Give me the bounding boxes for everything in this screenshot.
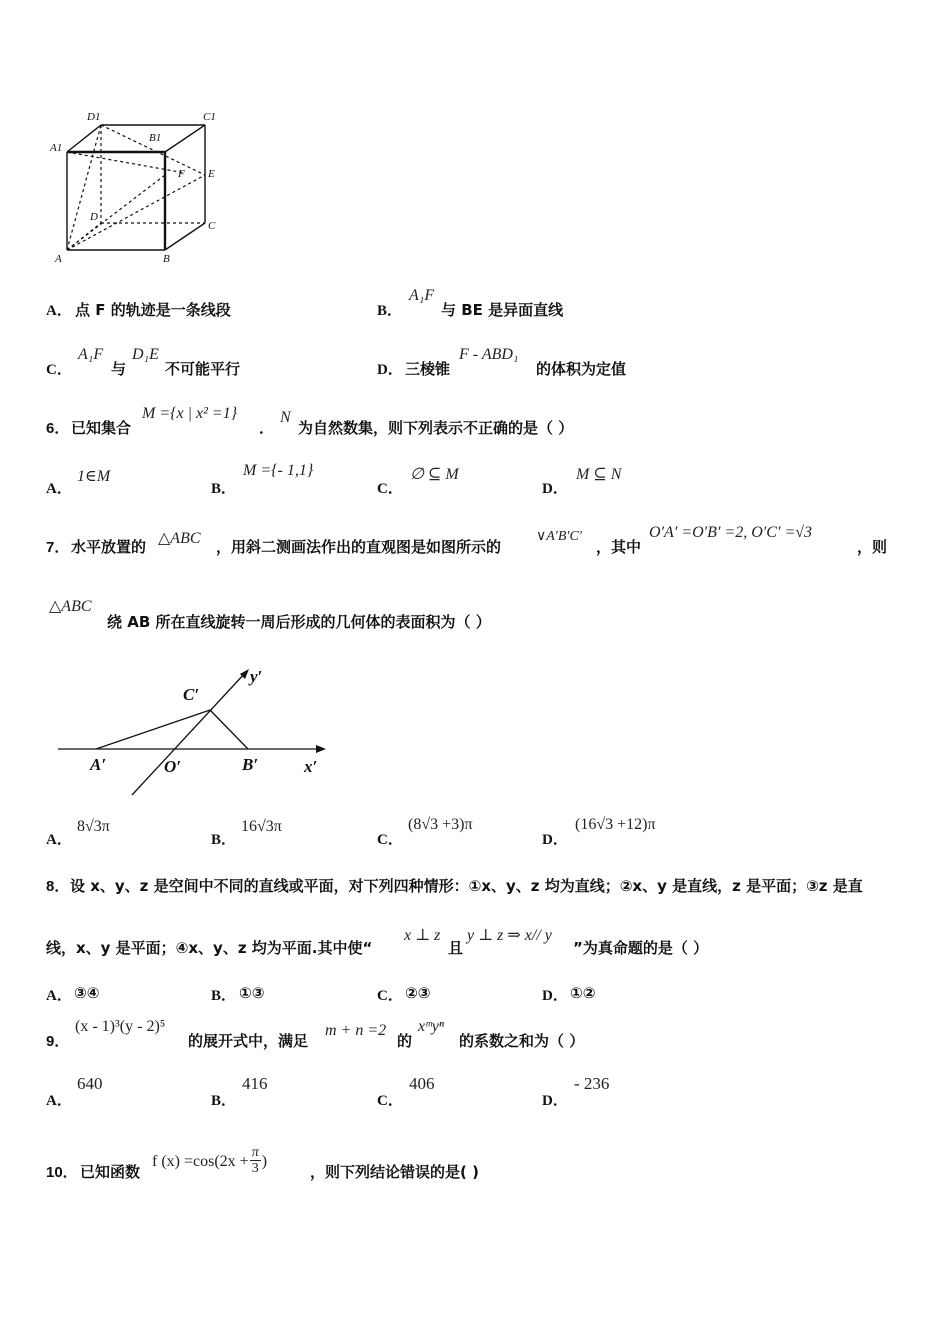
q6-option-d-label: D．	[542, 481, 568, 497]
q5-option-a-text: 点 F 的轨迹是一条线段	[75, 301, 231, 319]
q9-option-c-value: 406	[409, 1074, 435, 1093]
q9-option-a-label: A．	[46, 1093, 72, 1109]
q5-option-c-math1: A₁F	[78, 346, 104, 363]
cube-label-d1: D1	[87, 111, 101, 123]
q9-number: 9．	[46, 1033, 70, 1050]
q5-option-b-label: B．	[377, 303, 403, 319]
q7-option-d-label: D．	[542, 832, 568, 848]
q9-math1: (x - 1)³(y - 2)⁵	[75, 1018, 166, 1035]
q7-label-b: B′	[242, 755, 259, 774]
cube-label-c: C	[208, 220, 216, 232]
q7-option-c-math: (8√3 +3)π	[408, 816, 473, 833]
q8-line1: 设 x、y、z 是空间中不同的直线或平面，对下列四种情形：①x、y、z 均为直线；②x、y 是直线，z 是平面；③z 是直	[70, 877, 863, 895]
q5-option-d-text1: 三棱锥	[405, 360, 451, 378]
cube-label-e: E	[208, 168, 215, 180]
q9-option-c-label: C．	[377, 1093, 403, 1109]
q6-math2: N	[280, 409, 291, 426]
q6-text1: 已知集合	[71, 419, 132, 437]
q5-option-b-text: 与 BE 是异面直线	[441, 301, 564, 319]
q9-math2: m + n =2	[325, 1022, 387, 1039]
q9-option-d-value: - 236	[574, 1074, 610, 1093]
q6-option-a-math: 1∈M	[77, 468, 111, 485]
q5-option-b-math: A₁F	[409, 287, 435, 304]
q6-text2: 为自然数集，则下列表示不正确的是（ ）	[298, 419, 574, 437]
q8-option-b-text: ①③	[239, 984, 265, 1002]
q7-option-c-label: C．	[377, 832, 403, 848]
q5-option-d-math: F - ABD₁	[459, 346, 519, 363]
q7-label-o: O′	[164, 757, 182, 776]
q9-math3: xᵐyⁿ	[418, 1018, 444, 1035]
cube-label-a1: A1	[50, 142, 63, 154]
q10-frac-den: 3	[251, 1161, 259, 1176]
q8-math2: y ⊥ z ⇒ x// y	[467, 927, 552, 944]
q6-option-c-label: C．	[377, 481, 403, 497]
q8-option-d-label: D．	[542, 988, 568, 1004]
q8-mid: 且	[448, 939, 464, 957]
cube-label-b: B	[163, 253, 170, 265]
q5-option-c-math2: D₁E	[132, 346, 159, 363]
cube-label-a: A	[55, 253, 62, 265]
q8-number: 8．	[46, 878, 70, 895]
q6-sep: ．	[259, 419, 275, 437]
q6-option-c-math: ∅ ⊆ M	[410, 466, 459, 483]
q7-label-c: C′	[183, 685, 200, 704]
q6-option-b-label: B．	[211, 481, 237, 497]
q8-option-c-label: C．	[377, 988, 403, 1004]
q9-text2: 的	[397, 1032, 413, 1050]
cube-label-f: F	[178, 168, 185, 180]
q6-math1: M ={x | x² =1}	[142, 405, 238, 422]
q7-option-a-math: 8√3π	[77, 818, 110, 835]
q7-text4: ，则	[857, 538, 888, 556]
q7-number: 7．	[46, 539, 70, 556]
q7-math1: △ABC	[158, 530, 201, 547]
q10-text1: 已知函数	[80, 1163, 141, 1181]
q10-text2: ，则下列结论错误的是( )	[310, 1163, 479, 1181]
q7-math2: ∨A′B′C′	[536, 529, 582, 544]
q10-math-rhs: )	[261, 1153, 268, 1171]
q7-text1: 水平放置的	[71, 538, 147, 556]
q6-option-a-label: A．	[46, 481, 72, 497]
q5-option-c-mid: 与	[111, 360, 127, 378]
q8-option-b-label: B．	[211, 988, 237, 1004]
q6-number: 6．	[46, 420, 70, 437]
q10-number: 10．	[46, 1164, 78, 1181]
q8-line2a: 线，x、y 是平面；④x、y、z 均为平面.其中使“	[46, 939, 373, 957]
q5-option-d-label: D．	[377, 362, 403, 378]
q5-option-c-text: 不可能平行	[165, 360, 241, 378]
cube-figure	[45, 105, 225, 267]
q7-oblique-figure	[50, 660, 340, 800]
q8-math1: x ⊥ z	[404, 927, 441, 944]
q7-option-b-math: 16√3π	[241, 818, 282, 835]
q7-math3: O′A′ =O′B′ =2, O′C′ =√3	[649, 524, 813, 541]
q6-option-d-math: M ⊆ N	[576, 466, 622, 483]
q10-formula	[152, 1147, 267, 1178]
q9-option-b-value: 416	[242, 1074, 268, 1093]
q7-option-d-math: (16√3 +12)π	[575, 816, 656, 833]
q9-option-b-label: B．	[211, 1093, 237, 1109]
q7-text3: ，其中	[596, 538, 642, 556]
q9-text1: 的展开式中，满足	[188, 1032, 309, 1050]
q5-option-c-label: C．	[46, 362, 72, 378]
q8-option-c-text: ②③	[405, 984, 431, 1002]
q8-option-a-text: ③④	[74, 984, 100, 1002]
q9-option-a-value: 640	[77, 1074, 103, 1093]
cube-label-c1: C1	[203, 111, 216, 123]
q7-text2: ，用斜二测画法作出的直观图是如图所示的	[216, 538, 502, 556]
q7-label-y: y′	[250, 667, 263, 686]
q5-option-a-label: A．	[46, 303, 72, 319]
q8-option-d-text: ①②	[570, 984, 596, 1002]
q7-text5: 绕 AB 所在直线旋转一周后形成的几何体的表面积为（ ）	[107, 613, 491, 631]
q7-math4: △ABC	[49, 598, 92, 615]
q10-math-lhs: f (x) =cos(2x +	[152, 1153, 249, 1171]
q7-label-x: x′	[304, 757, 318, 776]
q9-option-d-label: D．	[542, 1093, 568, 1109]
q7-option-a-label: A．	[46, 832, 72, 848]
q10-frac-num: π	[251, 1145, 259, 1160]
q8-option-a-label: A．	[46, 988, 72, 1004]
q5-option-d-text2: 的体积为定值	[536, 360, 627, 378]
q7-option-b-label: B．	[211, 832, 237, 848]
q6-option-b-math: M ={- 1,1}	[243, 462, 314, 479]
q8-line2b: ”为真命题的是（ ）	[573, 939, 709, 957]
cube-label-b1: B1	[149, 132, 162, 144]
q10-fraction	[250, 1145, 261, 1176]
q9-text3: 的系数之和为（ ）	[459, 1032, 585, 1050]
cube-label-d: D	[90, 211, 98, 223]
q7-label-a: A′	[90, 755, 107, 774]
